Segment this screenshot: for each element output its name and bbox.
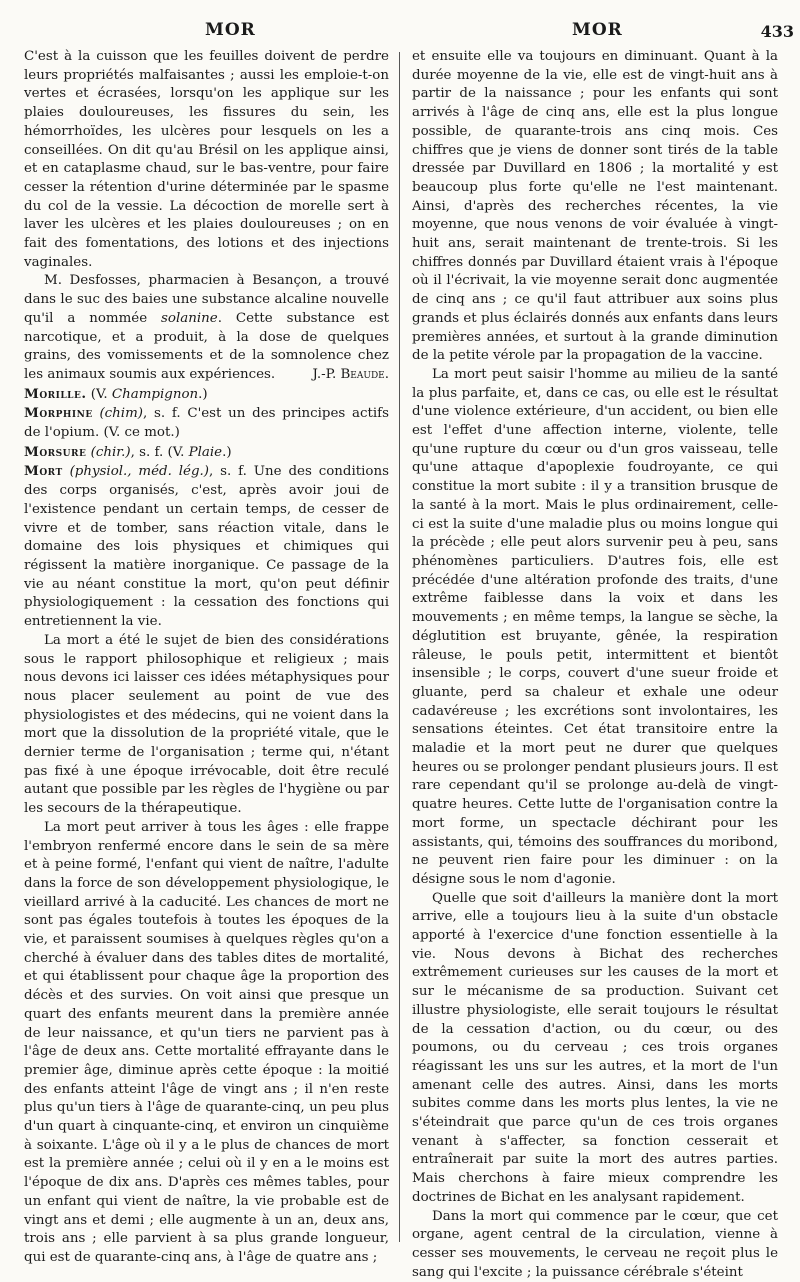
term-solanine: solanine	[161, 310, 218, 326]
category-label: (chim)	[99, 406, 144, 422]
entry-morphine: Morphine (chim), s. f. C'est un des principes actifs de l'opium. (V. ce mot.)	[24, 405, 389, 441]
left-column	[24, 48, 389, 1268]
headword: Morsure	[24, 443, 87, 460]
paragraph-life-expectancy: et ensuite elle va toujours en diminuant. Quant à la durée moyenne de la vie, elle est de vingt-huit ans à partir de la naissance ; pour les enfants qui sont arrivés à l'âge de cinq ans, elle est la plus longue possible, de quarante-trois ans cinq mois. Ces chiffres que je viens de donner sont tirés de la table dressée par Duvillard en 1806 ; la mortalité y est beaucoup plus forte qu'elle ne l'est maintenant. Ainsi, d'après des recherches récentes, la vie moyenne, que nous venons de voir évaluée à vingt-huit ans, serait maintenant de trente-trois. Si les chiffres donnés par Duvillard étaient vrais à l'époque où il l'écrivait, la vie moyenne serait donc augmentée de cinq ans ; ce qu'il faut attribuer aux soins plus grands et plus éclairés donnés aux enfants dans leurs premières années, et surtout à la grande diminution de la petite vérole par la propagation de la vaccine.	[412, 49, 778, 364]
author-signature: J.-P. Beaude.	[312, 366, 389, 382]
entry-morsure: Morsure (chir.), s. f. (V. Plaie.)	[24, 443, 232, 460]
entry-mort: Mort (physiol., méd. lég.), s. f. Une des conditions des corps organisés, c'est, après avoir joui de l'existence pendant un certain temps, de cesser de vivre et de tomber, sans réaction vitale, dans le domaine des lois physiques et chimiques qui régissent la matière inorganique. Ce passage de la vie au néant constitue la mort, qu'on peut définir physiologiquement : la cessation des fonctions qui entretiennent la vie.	[24, 463, 389, 630]
paragraph-mortality-ages: La mort peut arriver à tous les âges : elle frappe l'embryon renfermé encore dans le sein de sa mère et à peine formé, l'enfant qui vient de naître, l'adulte dans la force de son développement physiologique, le vieillard arrivé à la caducité. Les chances de mort ne sont pas égales toutefois à toutes les époques de la vie, et paraissent soumises à quelques règles qu'on a cherché à évaluer dans des tables dites de mortalité, et qui établissent pour chaque âge la proportion des décès et des survies. On voit ainsi que presque un quart des enfants meurent dans la première année de leur naissance, et qu'un tiers ne parvient pas à l'âge de deux ans. Cette mortalité effrayante dans le premier âge, diminue après cette époque : la moitié des enfants atteint l'âge de vingt ans ; il n'en reste plus qu'un tiers à l'âge de quarante-cinq, un peu plus d'un quart à cinquante-cinq, et environ un cinquième à soixante. L'âge où il y a le plus de chances de mort est la première année ; celui où il y en a le moins est l'époque de dix ans. D'après ces mêmes tables, pour un enfant qui vient de naître, la vie probable est de vingt ans et demi ; elle augmente à un an, deux ans, trois ans ; elle parvient à sa plus grande longueur, qui est de quarante-cinq ans, à l'âge de quatre ans ;	[24, 819, 389, 1265]
entry-morille: Morille. (V. Champignon.)	[24, 385, 208, 402]
paragraph-solanine: M. Desfosses, pharmacien à Besançon, a trouvé dans le suc des baies une substance alcaline nouvelle qu'il a nommée solanine. Cette substance est narcotique, et a produit, à la dose de quelques grains, des vomissements et de la somnolence chez les animaux soumis aux expériences. J.-P. Beaude.	[24, 272, 389, 384]
headword: Morphine	[24, 405, 93, 422]
running-head-left: MOR	[205, 20, 256, 40]
category-label: (physiol., méd. lég.)	[69, 464, 210, 480]
paragraph-sudden-death: La mort peut saisir l'homme au milieu de la santé la plus parfaite, et, dans ce cas, ou elle est le résultat d'une violence extérieure, d'un accident, ou bien elle est l'effet d'une affection interne, violente, telle qu'une rupture du cœur ou d'un gros vaisseau, telle qu'une attaque d'apoplexie foudroyante, ce qui constitue la mort subite : il y a transition brusque de la santé à la mort. Mais le plus ordinairement, celle-ci est la suite d'une maladie plus ou moins longue qui la précède ; elle peut alors survenir peu à peu, sans phénomènes particuliers. D'autres fois, elle est précédée d'une altération profonde des traits, d'une extrême faiblesse dans la voix et dans les mouvements ; en même temps, la langue se sèche, la déglutition est bruyante, gênée, la respiration râleuse, le pouls petit, intermittent et bientôt insensible ; le corps, couvert d'une sueur froide et gluante, perd sa chaleur et exhale une odeur cadavéreuse ; les excrétions sont involontaires, les sensations éteintes. Cet état transitoire entre la maladie et la mort peut ne durer que quelques heures ou se prolonger pendant plusieurs jours. Il est rare cependant qu'il se prolonge au-delà de vingt-quatre heures. Cette lutte de l'organisation contre la mort forme, un spectacle déchirant pour les assistants, qui, témoins des souffrances du moribond, ne peuvent rien faire pour les diminuer : on la désigne sous le nom d'agonie.	[412, 366, 778, 887]
paragraph-heart-death: Dans la mort qui commence par le cœur, que cet organe, agent central de la circulation, vienne à cesser ses mouvements, le cerveau ne reçoit plus le sang qui l'excite ; la puissance cérébrale s'éteint	[412, 1208, 778, 1280]
column-divider	[399, 52, 400, 1242]
page-number: 433	[760, 22, 794, 41]
running-head-right: MOR	[572, 20, 623, 40]
paragraph-bichat: Quelle que soit d'ailleurs la manière dont la mort arrive, elle a toujours lieu à la suite d'un obstacle apporté à l'exercice d'une fonction essentielle à la vie. Nous devons à Bichat des recherches extrêmement curieuses sur les causes de la mort et sur le mécanisme de sa production. Suivant cet illustre physiologiste, elle serait toujours le résultat de la cessation d'action, ou du cœur, ou des poumons, ou du cerveau ; ces trois organes réagissant les uns sur les autres, et la mort de l'un amenant celle des autres. Ainsi, dans les morts subites comme dans les morts plus lentes, la vie ne s'éteindrait que parce qu'un de ces trois organes venant à s'affecter, sa fonction cesserait et entraînerait par suite la mort des autres parties. Mais cherchons à faire mieux comprendre les doctrines de Bichat en les analysant rapidement.	[412, 890, 778, 1205]
headword: Morille.	[24, 385, 87, 402]
headword: Mort	[24, 463, 63, 480]
paragraph-morelle-uses: C'est à la cuisson que les feuilles doivent de perdre leurs propriétés malfaisantes ; aussi les emploie-t-on vertes et écrasées, lorsqu'on les applique sur les plaies douloureuses, les fissures du sein, les hémorrhoïdes, les ulcères pour lesquels on les a conseillées. On dit qu'au Brésil on les applique ainsi, et en cataplasme chaud, sur le bas-ventre, pour faire cesser la rétention d'urine déterminée par le spasme du col de la vessie. La décoction de morelle sert à laver les ulcères et les plaies douloureuses ; on en fait des fomentations, des lotions et des injections vaginales.	[24, 49, 389, 270]
paragraph-philosophy: La mort a été le sujet de bien des considérations sous le rapport philosophique et religieux ; mais nous devons ici laisser ces idées métaphysiques pour nous placer seulement au point de vue des physiologistes et des médecins, qui ne voient dans la mort que la dissolution de la propriété vitale, que le dernier terme de l'organisation ; terme qui, n'étant pas fixé à une époque irrévocable, doit être reculé autant que possible par les règles de l'hygiène ou par les secours de la thérapeutique.	[24, 632, 389, 817]
right-column	[412, 48, 778, 1282]
cross-reference: Plaie	[188, 444, 223, 460]
cross-reference: Champignon	[111, 386, 199, 402]
category-label: (chir.)	[90, 444, 131, 460]
